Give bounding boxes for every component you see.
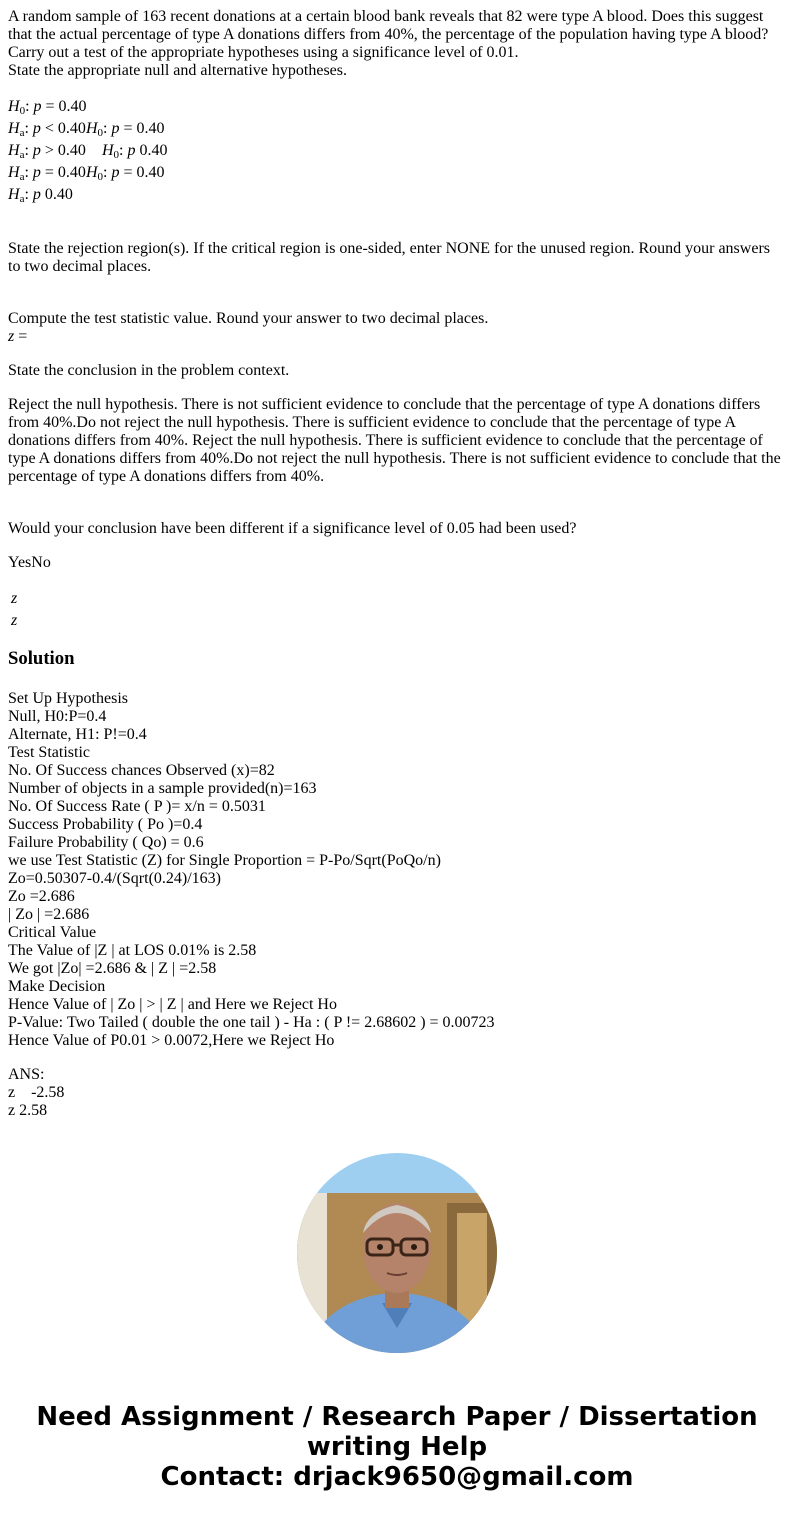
hypothesis-line (8, 118, 786, 140)
z-equals: = (14, 328, 28, 345)
hypothesis-symbol: H (8, 98, 20, 115)
hypothesis-param: p (127, 142, 136, 159)
footer-contact: Contact: drjack9650@gmail.com (160, 1462, 634, 1492)
hypothesis-colon: : (24, 186, 33, 203)
hypothesis-line (8, 184, 786, 206)
answer-label: ANS: (8, 1066, 45, 1083)
hypothesis-colon: : (24, 142, 33, 159)
solution-line: No. Of Success Rate ( P )= x/n = 0.5031 (8, 798, 266, 815)
solution-line: Null, H0:P=0.4 (8, 708, 107, 725)
solution-line: we use Test Statistic (Z) for Single Proportion = P-Po/Sqrt(PoQo/n) (8, 852, 441, 869)
conclusion-options: Reject the null hypothesis. There is not sufficient evidence to conclude that the percentage of type A donations differs from 40%.Do not reject the null hypothesis. There is sufficient evidence to conclude that the percentage of type A donations differs from 40%. Reject the null hypothesis. There is sufficient evidence to conclude that the percentage of type A donations differs from 40%.Do not reject the null hypothesis. There is not sufficient evidence to conclude that the percentage of type A donations differs from 40%. (8, 396, 781, 485)
hypothesis-value: = 0.40 (119, 164, 165, 181)
yes-no-options: YesNo (8, 554, 51, 571)
answer-line: z 2.58 (8, 1102, 48, 1119)
hypothesis-options (8, 96, 786, 206)
hypothesis-subscript: a (19, 193, 25, 205)
hypothesis-line (8, 162, 786, 184)
hypothesis-param: p (32, 142, 41, 159)
hypothesis-param: p (32, 186, 41, 203)
solution-line: We got |Zo| =2.686 & | Z | =2.58 (8, 960, 217, 977)
hypothesis-param: p (111, 164, 120, 181)
hypothesis-symbol: H (8, 164, 20, 181)
author-photo (297, 1153, 497, 1353)
hypothesis-colon: : (103, 164, 112, 181)
hypothesis-colon: : (25, 98, 34, 115)
hypothesis-symbol: H (85, 164, 98, 181)
significance-prompt: Would your conclusion have been different if a significance level of 0.05 had been used? (8, 520, 577, 537)
hypothesis-param: p (32, 120, 41, 137)
hypothesis-value: 0.40 (135, 142, 168, 159)
solution-line: Critical Value (8, 924, 97, 941)
z-symbol: z (8, 328, 15, 345)
solution-line: No. Of Success chances Observed (x)=82 (8, 762, 275, 779)
z-equation (8, 328, 786, 346)
hypothesis-value: > 0.40 (40, 142, 102, 159)
hypothesis-prompt: State the appropriate null and alternative hypotheses. (8, 62, 347, 79)
hypothesis-subscript: a (19, 149, 25, 161)
solution-line: Failure Probability ( Qo) = 0.6 (8, 834, 204, 851)
hypothesis-value: = 0.40 (119, 120, 165, 137)
rejection-region-prompt: State the rejection region(s). If the critical region is one-sided, enter NONE for the unused region. Round your answers to two decimal places. (8, 240, 770, 275)
hypothesis-colon: : (24, 164, 33, 181)
hypothesis-value: = 0.40 (41, 98, 87, 115)
hypothesis-param: p (33, 98, 42, 115)
footer-line-1: Need Assignment / Research Paper / Dissertation (36, 1402, 758, 1432)
solution-line: Success Probability ( Po )=0.4 (8, 816, 203, 833)
solution-heading: Solution (8, 648, 75, 669)
footer-line-2: writing Help (306, 1432, 488, 1462)
test-statistic-section (8, 310, 786, 346)
hypothesis-symbol: H (101, 142, 114, 159)
question-text: A random sample of 163 recent donations at a certain blood bank reveals that 82 were type A blood. Does this suggest that the actual percentage of type A donations differs from 40%, the percentage of the population having type A blood? Carry out a test of the appropriate hypotheses using a significance level of 0.01. (8, 8, 769, 61)
hypothesis-value: = 0.40 (40, 164, 86, 181)
z-row-lower: z (11, 590, 18, 607)
author-photo-illustration (297, 1153, 497, 1353)
solution-line: Test Statistic (8, 744, 90, 761)
hypothesis-subscript: 0 (113, 149, 119, 161)
answer-block (8, 1066, 786, 1120)
hypothesis-line (8, 96, 786, 118)
hypothesis-symbol: H (8, 120, 20, 137)
solution-line: Zo=0.50307-0.4/(Sqrt(0.24)/163) (8, 870, 221, 887)
rejection-region-rows (8, 588, 786, 632)
hypothesis-colon: : (103, 120, 112, 137)
hypothesis-subscript: 0 (19, 105, 26, 117)
footer-advert (0, 1402, 794, 1492)
hypothesis-subscript: a (19, 171, 25, 183)
solution-line: P-Value: Two Tailed ( double the one tail ) - Ha : ( P != 2.68602 ) = 0.00723 (8, 1014, 495, 1031)
hypothesis-subscript: 0 (97, 171, 103, 183)
conclusion-prompt: State the conclusion in the problem context. (8, 362, 290, 379)
z-row-upper: z (11, 612, 18, 629)
hypothesis-colon: : (119, 142, 128, 159)
test-statistic-prompt: Compute the test statistic value. Round your answer to two decimal places. (8, 310, 489, 327)
hypothesis-line (8, 140, 786, 162)
hypothesis-value: 0.40 (40, 186, 73, 203)
solution-line: | Zo | =2.686 (8, 906, 90, 923)
solution-line: Hence Value of P0.01 > 0.0072,Here we Reject Ho (8, 1032, 335, 1049)
hypothesis-symbol: H (85, 120, 98, 137)
solution-line: Hence Value of | Zo | > | Z | and Here we Reject Ho (8, 996, 337, 1013)
solution-line: Zo =2.686 (8, 888, 75, 905)
question-intro (8, 8, 786, 80)
hypothesis-param: p (32, 164, 41, 181)
solution-body (8, 690, 786, 1050)
hypothesis-colon: : (24, 120, 33, 137)
hypothesis-symbol: H (8, 142, 20, 159)
solution-line: Make Decision (8, 978, 106, 995)
solution-line: Alternate, H1: P!=0.4 (8, 726, 147, 743)
hypothesis-param: p (111, 120, 120, 137)
answer-line: z -2.58 (8, 1084, 65, 1101)
solution-line: The Value of |Z | at LOS 0.01% is 2.58 (8, 942, 257, 959)
hypothesis-symbol: H (8, 186, 20, 203)
solution-line: Set Up Hypothesis (8, 690, 128, 707)
hypothesis-value: < 0.40 (40, 120, 86, 137)
hypothesis-subscript: a (19, 127, 25, 139)
solution-line: Number of objects in a sample provided(n)=163 (8, 780, 317, 797)
hypothesis-subscript: 0 (97, 127, 103, 139)
